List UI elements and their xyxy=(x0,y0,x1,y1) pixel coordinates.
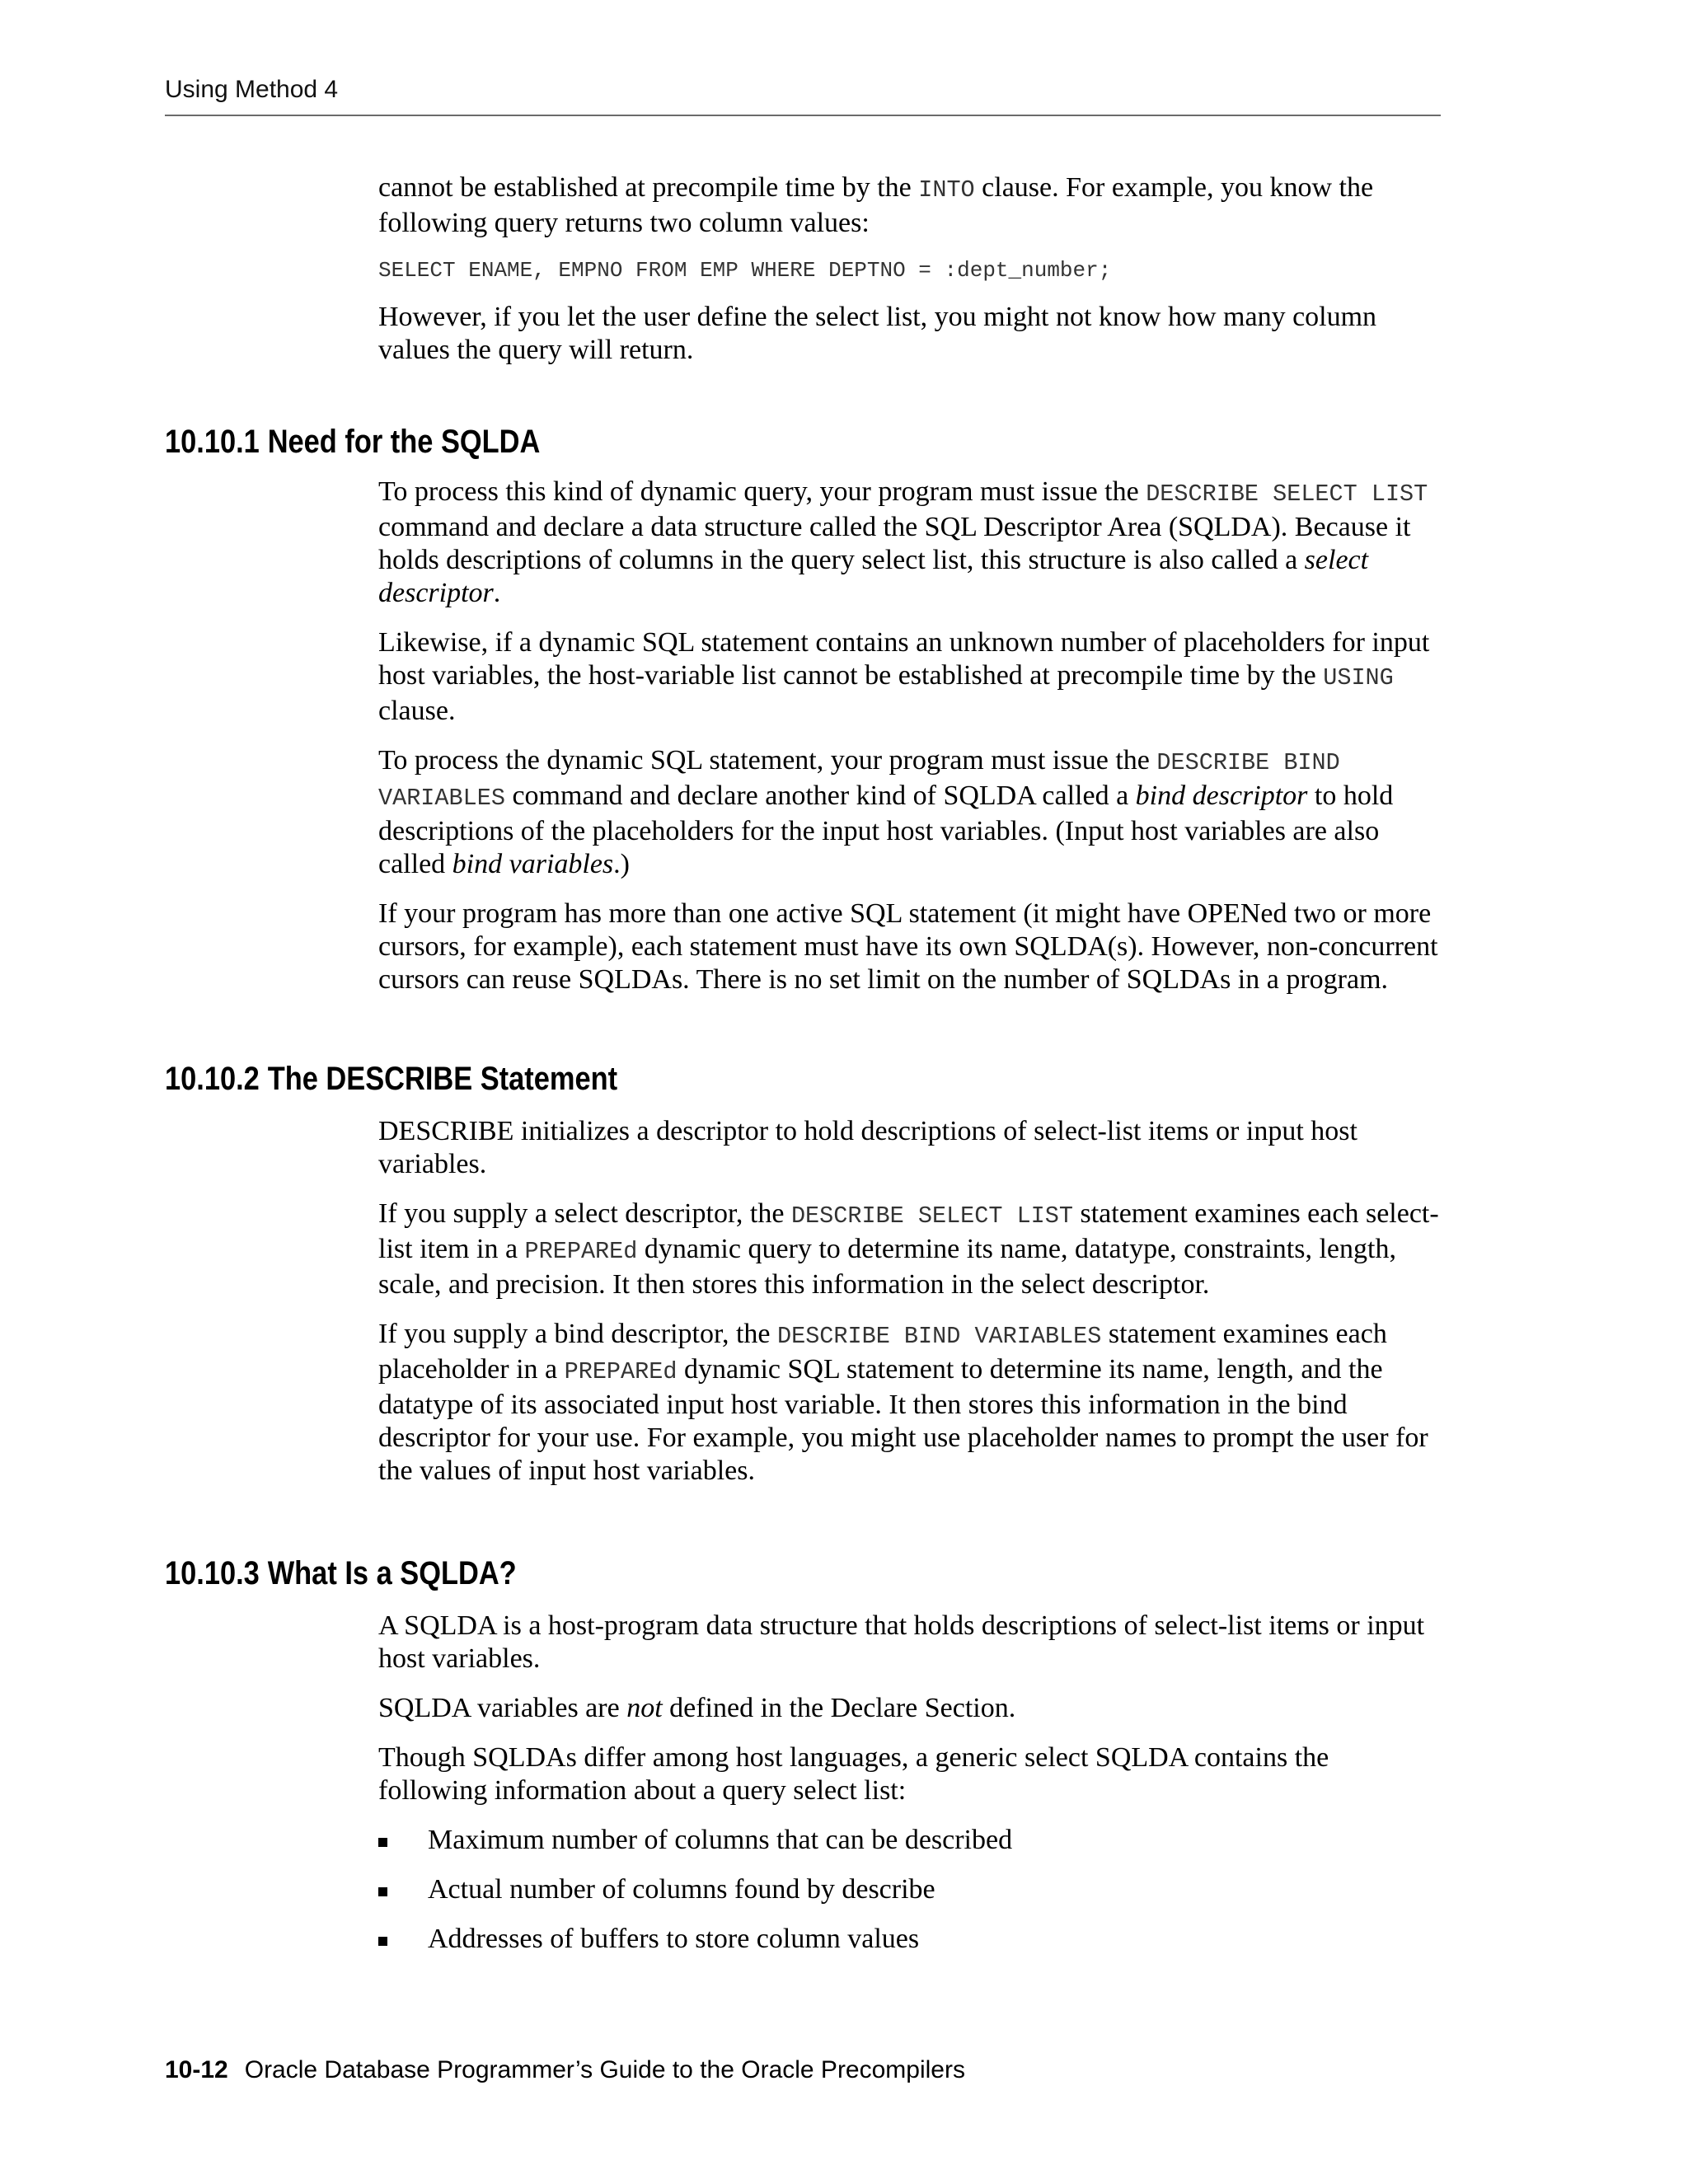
inline-code: INTO xyxy=(918,176,975,204)
book-title: Oracle Database Programmer’s Guide to the Oracle Precompilers xyxy=(244,2056,965,2083)
section-number: 10.10.1 xyxy=(165,424,260,460)
section-title: Need for the SQLDA xyxy=(267,424,541,460)
inline-code: PREPAREd xyxy=(564,1358,678,1385)
paragraph: A SQLDA is a host-program data structure that holds descriptions of select-list items or input host variables. xyxy=(378,1610,1425,1674)
inline-code: DESCRIBE SELECT LIST xyxy=(790,1202,1073,1230)
inline-code: DESCRIBE BIND VARIABLES xyxy=(378,749,1340,812)
paragraph: DESCRIBE initializes a descriptor to hold descriptions of select-list items or input host variables. xyxy=(378,1116,1357,1179)
square-bullet-icon xyxy=(378,1887,387,1896)
inline-code: DESCRIBE SELECT LIST xyxy=(1146,480,1428,508)
paragraph: If you supply a select descriptor, the DESCRIBE SELECT LIST statement examines each select-list item in a PREPAREd dynamic query to determine its name, datatype, constraints, length, scale, and precision. It then stores this information in the select descriptor. xyxy=(378,1198,1439,1300)
intro-block xyxy=(378,171,1442,383)
square-bullet-icon xyxy=(378,1838,387,1847)
paragraph: SQLDA variables are not defined in the Declare Section. xyxy=(378,1693,1016,1723)
page-number: 10-12 xyxy=(165,2056,228,2083)
square-bullet-icon xyxy=(378,1937,387,1946)
intro-paragraph-1: cannot be established at precompile time by the INTO clause. For example, you know the following query returns two column values: xyxy=(378,172,1374,238)
inline-code: PREPAREd xyxy=(524,1238,638,1265)
paragraph: If you supply a bind descriptor, the DESCRIBE BIND VARIABLES statement examines each placeholder in a PREPAREd dynamic SQL statement to determine its name, length, and the datatype of its associated input host variable. It then stores this information in the bind descriptor for your use. For example, you might use placeholder names to prompt the user for the values of input host variables. xyxy=(378,1319,1428,1486)
emphasis: select descriptor xyxy=(378,545,1369,608)
section-heading-need-for-sqlda xyxy=(165,424,540,461)
list-item: Maximum number of columns that can be described xyxy=(378,1824,1442,1857)
section-heading-describe-statement xyxy=(165,1061,617,1098)
paragraph: Likewise, if a dynamic SQL statement contains an unknown number of placeholders for input host variables, the host-variable list cannot be established at precompile time by the USING clause. xyxy=(378,627,1430,726)
inline-code: USING xyxy=(1323,664,1394,691)
section-heading-what-is-sqlda xyxy=(165,1555,517,1592)
running-header: Using Method 4 xyxy=(165,76,339,103)
paragraph: To process this kind of dynamic query, your program must issue the DESCRIBE SELECT LIST command and declare a data structure called the SQL Descriptor Area (SQLDA). Because it holds descriptions of columns in the query select list, this structure is also called a select descriptor. xyxy=(378,476,1428,608)
paragraph: Though SQLDAs differ among host languages, a generic select SQLDA contains the following information about a query select list: xyxy=(378,1742,1329,1806)
section-3-body xyxy=(378,1610,1442,1972)
paragraph: If your program has more than one active SQL statement (it might have OPENed two or more cursors, for example), each statement must have its own SQLDA(s). However, non-concurrent cursors can reuse SQLDAs. There is no set limit on the number of SQLDAs in a program. xyxy=(378,898,1438,995)
paragraph: To process the dynamic SQL statement, your program must issue the DESCRIBE BIND VARIABLES command and declare another kind of SQLDA called a bind descriptor to hold descriptions of the placeholders for the input host variables. (Input host variables are also called bind variables.) xyxy=(378,745,1394,879)
code-example: SELECT ENAME, EMPNO FROM EMP WHERE DEPTNO = :dept_number; xyxy=(378,258,1112,283)
page-footer xyxy=(165,2056,965,2084)
header-rule xyxy=(165,115,1441,116)
section-number: 10.10.3 xyxy=(165,1555,260,1591)
inline-code: DESCRIBE BIND VARIABLES xyxy=(777,1323,1102,1350)
list-item: Actual number of columns found by describe xyxy=(378,1873,1442,1906)
section-title: What Is a SQLDA? xyxy=(267,1555,517,1591)
intro-paragraph-2: However, if you let the user define the select list, you might not know how many column values the query will return. xyxy=(378,302,1377,365)
sqlda-contents-list xyxy=(378,1824,1442,1956)
section-number: 10.10.2 xyxy=(165,1061,260,1097)
list-item: Addresses of buffers to store column values xyxy=(378,1923,1442,1956)
section-2-body xyxy=(378,1115,1442,1504)
emphasis: bind variables xyxy=(452,849,614,879)
emphasis: bind descriptor xyxy=(1135,780,1308,811)
section-title: The DESCRIBE Statement xyxy=(267,1061,618,1097)
section-1-body xyxy=(378,476,1442,1013)
emphasis: not xyxy=(626,1693,663,1723)
